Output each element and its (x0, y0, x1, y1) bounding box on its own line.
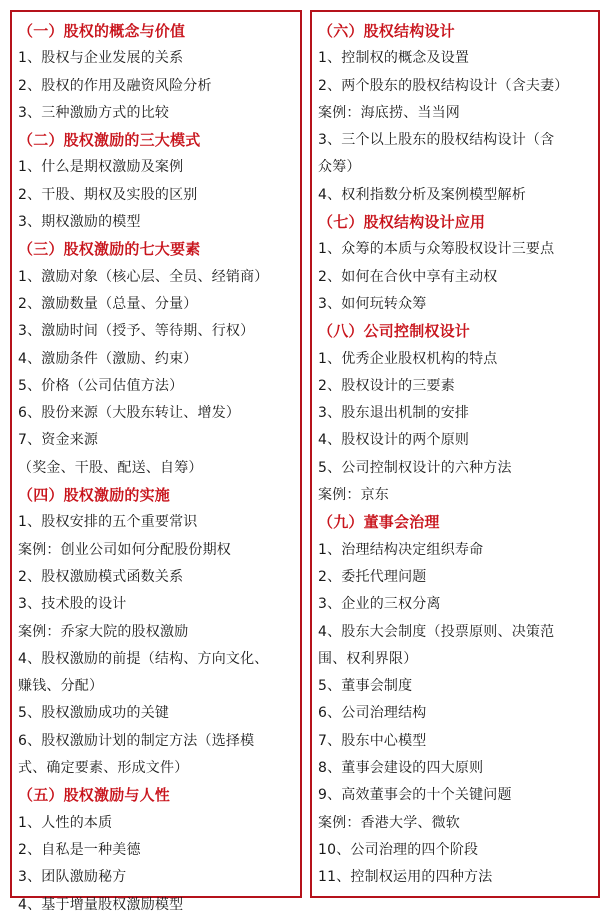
list-item: 3、企业的三权分离 (318, 596, 441, 613)
section-heading: （四）股权激励的实施 (18, 486, 171, 505)
list-item: 5、董事会制度 (318, 678, 413, 695)
list-item: 3、如何玩转众筹 (318, 295, 427, 312)
list-item: 5、价格（公司估值方法） (18, 377, 184, 394)
list-item: 6、公司治理结构 (318, 705, 427, 722)
list-item: 3、团队激励秘方 (18, 869, 127, 886)
list-item: 案例：京东 (318, 487, 389, 504)
list-item: 1、股权安排的五个重要常识 (18, 514, 198, 531)
list-item: 2、股权激励模式函数关系 (18, 568, 184, 585)
list-item: 1、什么是期权激励及案例 (18, 159, 184, 176)
list-item: 1、众筹的本质与众筹股权设计三要点 (318, 241, 555, 258)
list-item: 案例：海底捞、当当网 (318, 104, 460, 121)
list-item: 2、两个股东的股权结构设计（含夫妻） (318, 77, 569, 94)
list-item: 7、资金来源 (18, 432, 99, 449)
list-item: 5、公司控制权设计的六种方法 (318, 459, 512, 476)
list-item: 1、控制权的概念及设置 (318, 50, 470, 67)
list-item: 4、股权激励的前提（结构、方向文化、 (18, 650, 269, 667)
list-item: 7、股东中心模型 (318, 732, 427, 749)
list-item: 4、激励条件（激励、约束） (18, 350, 198, 367)
list-item: 赚钱、分配） (18, 678, 104, 695)
section-heading: （六）股权结构设计 (318, 22, 455, 40)
list-item: 10、公司治理的四个阶段 (318, 841, 479, 858)
list-item: 5、股权激励成功的关键 (18, 705, 170, 722)
section-heading: （三）股权激励的七大要素 (18, 240, 201, 259)
list-item: 众筹） (318, 159, 361, 176)
list-item: 案例：创业公司如何分配股份期权 (18, 541, 231, 558)
left-column-box (10, 10, 302, 913)
section-heading: （七）股权结构设计应用 (318, 213, 486, 232)
list-item: 1、人性的本质 (18, 814, 113, 831)
list-item: 4、权利指数分析及案例模型解析 (318, 186, 526, 203)
section-heading: （一）股权的概念与价值 (18, 22, 186, 40)
list-item: 6、股权激励计划的制定方法（选择模 (18, 732, 255, 749)
list-item: 2、股权设计的三要素 (318, 377, 455, 394)
list-item: 3、三个以上股东的股权结构设计（含 (318, 132, 555, 149)
list-item: 2、激励数量（总量、分量） (18, 295, 198, 312)
list-item: 2、干股、期权及实股的区别 (18, 186, 198, 203)
list-item: （奖金、干股、配送、自筹） (18, 459, 203, 476)
list-item: 3、三种激励方式的比较 (18, 104, 170, 121)
list-item: 2、委托代理问题 (318, 568, 427, 585)
list-item: 3、股东退出机制的安排 (318, 405, 470, 422)
list-item: 4、股权设计的两个原则 (318, 432, 470, 449)
section-heading: （八）公司控制权设计 (318, 322, 471, 341)
list-item: 1、股权与企业发展的关系 (18, 50, 184, 67)
list-item: 2、股权的作用及融资风险分析 (18, 77, 212, 94)
list-item: 2、自私是一种美德 (18, 841, 141, 858)
list-item: 8、董事会建设的四大原则 (318, 760, 484, 777)
list-item: 案例：乔家大院的股权激励 (18, 623, 189, 640)
list-item: 2、如何在合伙中享有主动权 (318, 268, 498, 285)
list-item: 9、高效董事会的十个关键问题 (318, 787, 512, 804)
section-heading: （五）股权激励与人性 (18, 786, 171, 805)
list-item: 案例：香港大学、微软 (318, 814, 460, 831)
section-heading: （二）股权激励的三大模式 (18, 131, 201, 150)
list-item: 4、股东大会制度（投票原则、决策范 (318, 623, 555, 640)
list-item: 4、基于增量股权激励模型 (18, 896, 184, 913)
list-item: 围、权利界限） (318, 650, 418, 667)
list-item: 6、股份来源（大股东转让、增发） (18, 405, 241, 422)
list-item: 式、确定要素、形成文件） (18, 760, 189, 777)
list-item: 3、技术股的设计 (18, 596, 127, 613)
list-item: 1、优秀企业股权机构的特点 (318, 350, 498, 367)
list-item: 3、激励时间（授予、等待期、行权） (18, 323, 255, 340)
list-item: 11、控制权运用的四种方法 (318, 869, 493, 886)
section-heading: （九）董事会治理 (318, 513, 440, 532)
list-item: 1、激励对象（核心层、全员、经销商） (18, 268, 269, 285)
list-item: 1、治理结构决定组织寿命 (318, 541, 484, 558)
list-item: 3、期权激励的模型 (18, 214, 141, 231)
right-column-box (310, 10, 600, 898)
